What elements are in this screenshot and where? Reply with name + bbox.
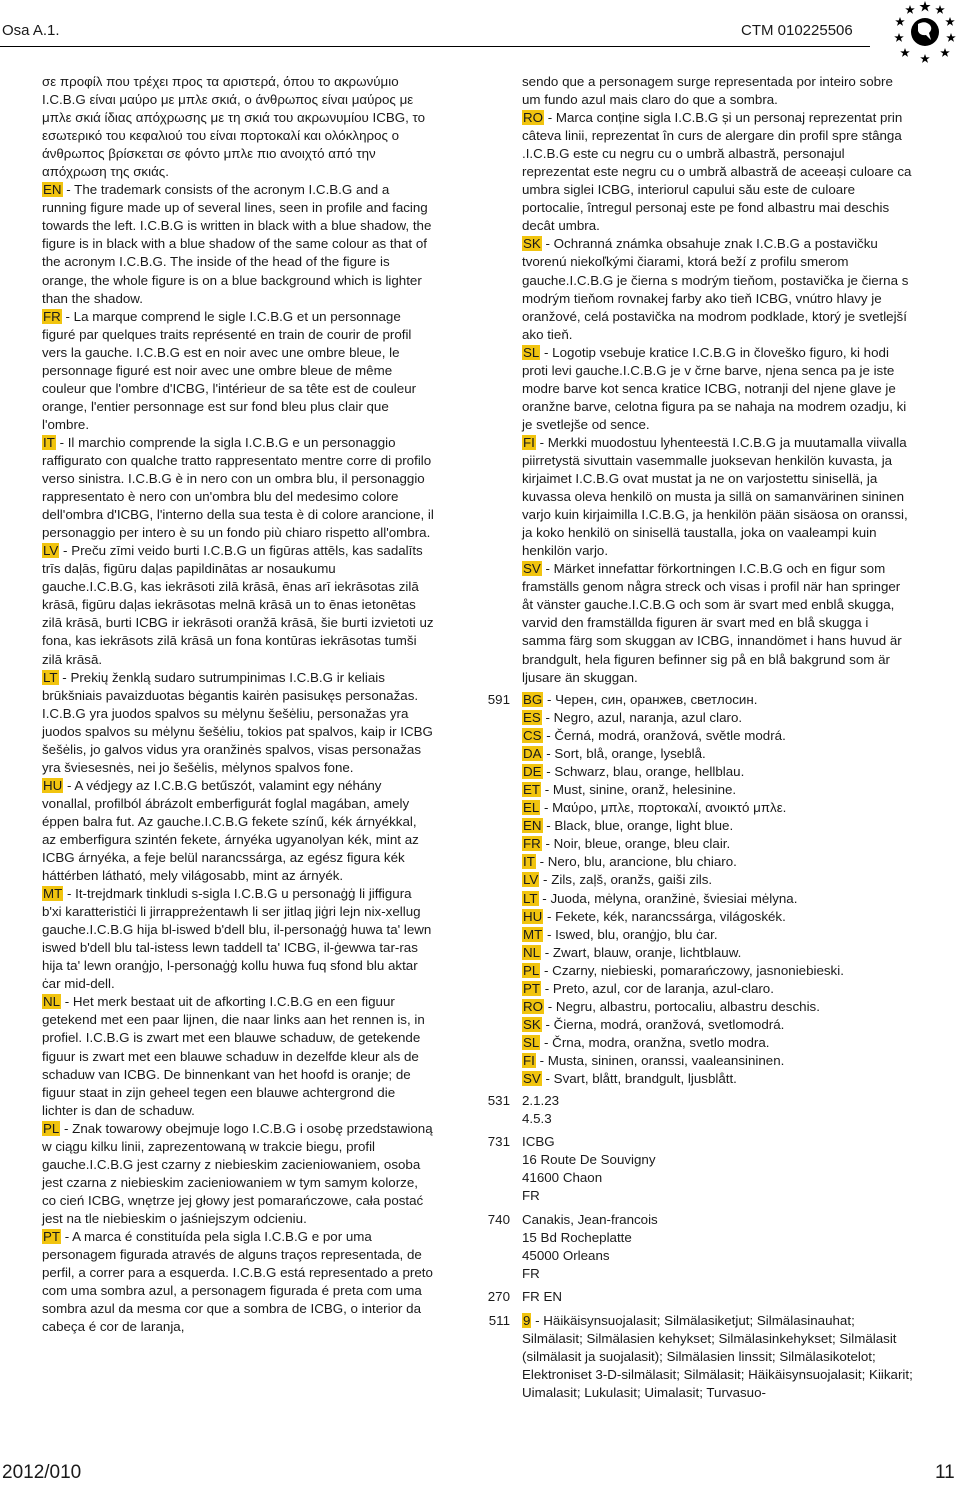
lang-tag: LT <box>523 890 538 906</box>
applicant-line: 41600 Chaon <box>522 1170 603 1186</box>
left-para-nl <box>42 993 434 1119</box>
colour-list <box>522 691 914 1088</box>
lang-tag: ES <box>523 710 541 726</box>
applicant-block <box>522 1133 914 1205</box>
para-text: - A védjegy az I.C.B.G betűszót, valamint egy néhány vonallal, profilból ábrázolt emberfigurát foglal magában, amely éppen balra fut. Az gauche.I.C.B.G fekete színű, kék árnyékkal, az emberfigura szintén fekete, árnyéka ugyanolyan kék, mint az ICBG árnyéka, a feje belül narancssárga, az egész figura kék háttérben látható, mely világosabb, mint az árnyék. <box>42 777 419 884</box>
field-number-731: 731 <box>487 1134 510 1149</box>
lang-tag: EN <box>523 818 542 834</box>
lang-tag: MT <box>523 926 543 942</box>
colour-entry <box>522 781 914 799</box>
section-label: Osa A.1. <box>2 22 60 39</box>
colour-entry <box>522 980 914 998</box>
para-text: sendo que a personagem surge representada por inteiro sobre um fundo azul mais claro do que a sombra. <box>522 74 893 108</box>
classification-line: 2.1.23 <box>522 1093 560 1108</box>
left-para-en <box>42 181 434 307</box>
lang-tag: PL <box>523 962 540 978</box>
lang-tag: LT <box>43 669 58 685</box>
eu-stars-emblem-icon <box>893 0 957 64</box>
entry-text: - Negro, azul, naranja, azul claro. <box>541 710 743 726</box>
colour-entry <box>522 926 914 944</box>
entry-text: - Zils, zaļš, oranžs, gaiši zils. <box>539 872 713 888</box>
para-text: - La marque comprend le sigle I.C.B.G et un personnage figuré par quelques traits représenté en train de courir de profil vers la gauche. I.C.B.G est en noir avec une ombre bleue, le personnage figuré est noir avec une ombre bleue de même couleur que l'ombre d'ICBG, l'intérieur de sa tête est de couleur orange, l'entier personnage est sur fond bleu plus clair que l'ombre. <box>42 308 417 432</box>
left-para-0 <box>42 73 434 181</box>
representative-block <box>522 1211 914 1283</box>
left-para-it <box>42 434 434 542</box>
lang-tag: LV <box>523 872 539 888</box>
lang-tag: PL <box>43 1120 60 1136</box>
vienna-classification <box>522 1092 914 1128</box>
lang-tag: DE <box>523 764 542 780</box>
lang-tag: HU <box>43 777 63 793</box>
lang-tag: SL <box>523 1034 540 1050</box>
colour-entry <box>522 908 914 926</box>
entry-text: - Musta, sininen, oranssi, vaaleansininen. <box>535 1052 785 1068</box>
lang-tag: CS <box>523 728 542 744</box>
colour-entry <box>522 962 914 980</box>
lang-tag: FI <box>523 434 535 450</box>
right-column <box>522 73 914 687</box>
entry-text: - Zwart, blauw, oranje, lichtblauw. <box>541 944 742 960</box>
lang-tag: SK <box>523 1016 541 1032</box>
colour-entry <box>522 1052 914 1070</box>
goods-block <box>522 1312 914 1402</box>
colour-entry <box>522 1034 914 1052</box>
para-text: - A marca é constituída pela sigla I.C.B.G e por uma personagem figurada através de alguns traços representada, de perfil, a correr para a esquerda. I.C.B.G está representado a preto com uma sombra azul, a personagem figurada é preta com uma sombra azul da mesma cor que a sombra de ICBG, o interior da cabeça é cor de laranja, <box>42 1229 433 1335</box>
entry-text: - Černá, modrá, oranžová, světle modrá. <box>542 728 786 744</box>
applicant-line: ICBG <box>522 1134 555 1149</box>
lang-tag: EN <box>43 182 62 198</box>
class-tag: 9 <box>523 1313 531 1328</box>
colour-entry <box>522 890 914 908</box>
languages-block <box>522 1288 914 1306</box>
right-para-sl <box>522 344 914 434</box>
para-text: - Het merk bestaat uit de afkorting I.C.B.G en een figuur getekend met een paar lijnen, die naar links aan het rennen is, in profiel. I.C.B.G is zwart met een blauwe schaduw, de getekende figuur is zwart met een blauwe schaduw in dezelfde kleur als de schaduw van ICBG. De binnenkant van het hoofd is oranje; de figuur staat in zijn geheel tegen een blauwe achtergrond die lichter is dan de schaduw. <box>42 994 425 1118</box>
left-para-lv <box>42 542 434 668</box>
lang-tag: SK <box>523 236 541 252</box>
entry-text: - Sort, blå, orange, lyseblå. <box>542 746 706 762</box>
classification-line: 4.5.3 <box>522 1111 552 1127</box>
para-text: - Prekių ženklą sudaro sutrumpinimas I.C.B.G ir keliais brūkšniais pavaizduotas bėgantis kairėn pasisukęs personažas. I.C.B.G yra juodos spalvos su mėlynu šešėliu, personažas yra juodos spalvos su mėlynu šešėliu, tokios pat spalvos, kaip ir ICBG šešėlis, jo galvos vidus yra oranžinės spalvos, visas personažas yra šviesesnės, nei jo šešėlis, mėlynos spalvos fone. <box>42 669 433 775</box>
lang-tag: NL <box>43 994 61 1010</box>
para-text: - Merkki muodostuu lyhenteestä I.C.B.G ja muutamalla viivalla piirretystä sivuttain vasemmalle juoksevan henkilön kuvasta, ja kirjaimet I.C.B.G ovat mustat ja ne on varjostettu sinisellä, ja kuvassa oleva henkilö on musta ja sillä on samanvärinen sininen varjo kuin kirjaimilla I.C.B.G, ja henkilön pään sisäosa on oranssi, ja koko henkilö on sinisellä taustalla, joka on vaaleampi kuin henkilön varjo. <box>522 434 908 559</box>
field-number-270: 270 <box>487 1289 510 1304</box>
colour-entry <box>522 944 914 962</box>
goods-entry <box>522 1312 914 1402</box>
entry-text: - Negru, albastru, portocaliu, albastru deschis. <box>544 998 820 1014</box>
para-text: - Znak towarowy obejmuje logo I.C.B.G i osobę przedstawioną w ciągu kilku linii, zaprezentowaną w trakcie biegu, profil gauche.I.C.B.G jest czarny z niebieskim zacieniowaniem, osoba jest czarna z niebieskim zacieniowaniem w tym samym kolorze, co cień ICBG, wnętrze jej głowy jest pomarańczowe, cała postać jest na tle niebieskim o jaśniejszym odcieniu. <box>42 1120 433 1226</box>
lang-tag: SL <box>523 344 540 360</box>
colour-entry <box>522 1016 914 1034</box>
entry-text: - Czarny, niebieski, pomarańczowy, jasnoniebieski. <box>540 962 844 978</box>
colour-entry <box>522 745 914 763</box>
representative-line: 15 Bd Rocheplatte <box>522 1230 632 1246</box>
header-rule <box>0 46 870 47</box>
colour-entry <box>522 727 914 745</box>
lang-tag: LV <box>43 543 59 559</box>
entry-text: - Schwarz, blau, orange, hellblau. <box>542 764 745 780</box>
field-number-591: 591 <box>487 692 510 707</box>
lang-tag: RO <box>523 110 544 126</box>
colour-entry <box>522 817 914 835</box>
applicant-line: FR <box>522 1188 540 1204</box>
lang-tag: NL <box>523 944 541 960</box>
lang-tag: FR <box>43 308 61 324</box>
colour-entry <box>522 691 914 709</box>
lang-tag: BG <box>523 692 543 707</box>
para-text: - Logotip vsebuje kratice I.C.B.G in človeško figuro, ki hodi proti levi gauche.I.C.B.G je v črne barve, njena senca pa je iste modre barve kot senca kratice ICBG, notranji del njene glave je oranžne barve, celotna figura pa se nahaja na modrem ozadju, ki je svetlejše od sence. <box>522 344 907 432</box>
right-para-0 <box>522 73 914 109</box>
entry-text: - Svart, blått, brandgult, ljusblått. <box>541 1070 737 1086</box>
left-para-hu <box>42 777 434 885</box>
representative-line: 45000 Orleans <box>522 1248 610 1264</box>
left-para-fr <box>42 308 434 434</box>
left-para-mt <box>42 885 434 993</box>
right-para-ro <box>522 109 914 235</box>
entry-text: - Черен, син, оранжев, светлосин. <box>543 692 758 707</box>
para-text: - Il marchio comprende la sigla I.C.B.G e un personaggio raffigurato con qualche tratto rappresentato mentre corre di profilo verso sinistra. I.C.B.G è in nero con un ombra blu, il personaggio rappresentato è nero con un'ombra blu del medesimo colore dell'ombra d'ICBG, l'interno della sua testa è di colore arancione, il personaggio per intero è su un fondo più chiaro rispetto all'ombra. <box>42 434 434 541</box>
lang-tag: FI <box>523 1052 535 1068</box>
lang-tag: SV <box>523 561 541 577</box>
languages-line: FR EN <box>522 1289 563 1304</box>
lang-tag: HU <box>523 908 543 924</box>
lang-tag: ET <box>523 782 541 798</box>
entry-text: - Μαύρο, μπλε, πορτοκαλί, ανοικτό μπλε. <box>540 800 787 816</box>
entry-text: - Iswed, blu, oranġjo, blu ċar. <box>543 926 718 942</box>
left-para-lt <box>42 669 434 777</box>
ctm-number: CTM 010225506 <box>741 22 853 39</box>
colour-entry <box>522 853 914 871</box>
field-number-740: 740 <box>487 1212 510 1227</box>
para-text: - Märket innefattar förkortningen I.C.B.G och en figur som framställs genom några streck och visas i profil när han springer åt vänster gauche.I.C.B.G och som är svart med enblå skugga, varvid den framställda figuren är svart med en blå skugga i samma färg som skuggan av ICBG, innandömet i hans huvud är brandgult, hela figuren befinner sig på en blå bakgrund som är ljusare än skuggan. <box>522 561 902 685</box>
entry-text: - Noir, bleue, orange, bleu clair. <box>541 836 731 852</box>
para-text: - Ochranná známka obsahuje znak I.C.B.G a postavičku tvorenú niekoľkými čiarami, ktorá beží z profilu smerom gauche.I.C.B.G je čierna s modrým tieňom, postavička je čierna s modrým tieňom rovnakej farby ako tieň ICBG, vnútro hlavy je oranžové, celá postavička na modrom podklade, ktorý je svetlejší ako tieň. <box>522 236 909 342</box>
left-column <box>42 73 434 1336</box>
entry-text: - Fekete, kék, narancssárga, világoskék. <box>543 908 786 924</box>
lang-tag: PT <box>523 980 541 996</box>
para-text: - It-trejdmark tinkludi s-sigla I.C.B.G u personaġġ li jiffigura b'xi karatteristiċi li jirrappreżentawh li ser jitlaq jiġri lejn nix-xellug gauche.I.C.B.G hija bl-iswed b'dell blu, il-personaġġ huwa ta' lewn iswed b'dell blu tal-istess lewn taddell ta' ICBG, il-ġewwa tar-ras hija ta' lewn oranġjo, l-personaġġ kollu huwa fuq sfond blu aktar ċar mid-dell. <box>42 886 432 992</box>
lang-tag: DA <box>523 746 542 762</box>
right-para-sv <box>522 560 914 686</box>
lang-tag: MT <box>43 886 63 902</box>
lang-tag: RO <box>523 998 544 1014</box>
issue-number: 2012/010 <box>2 1462 82 1483</box>
right-para-fi <box>522 434 914 560</box>
entry-text: - Črna, modra, oranžna, svetlo modra. <box>540 1034 770 1050</box>
colour-entry <box>522 1070 914 1088</box>
colour-entry <box>522 835 914 853</box>
left-para-pt <box>42 1228 434 1336</box>
colour-entry <box>522 763 914 781</box>
lang-tag: FR <box>523 836 541 852</box>
applicant-line: 16 Route De Souvigny <box>522 1152 656 1168</box>
colour-entry <box>522 709 914 727</box>
colour-entry <box>522 799 914 817</box>
para-text: - Marca conține sigla I.C.B.G și un personaj reprezentat prin câteva linii, reprezentat în curs de alergare din profil spre stânga .I.C.B.G este cu negru cu o umbră albastră, personajul reprezentat este negru cu o umbră albastră de aceeași culoare ca umbra siglei ICBG, interiorul capului său este de culoare portocalie, întregul personaj este pe fond albastru mai deschis decât umbra. <box>522 110 912 234</box>
goods-text: - Häikäisynsuojalasit; Silmälasiketjut; Silmälasinauhat; Silmälasit; Silmälasien kehykset; Silmälasinkehykset; Silmälasit (silmälasit ja suojalasit); Silmälasien linssit; Silmälasikotelot; Elektroniset 3-D-silmälasit; Silmälasit; Häikäisynsuojalasit; Kiikarit; Uimalasit; Lukulasit; Uimalasit; Turvasuo- <box>522 1313 913 1401</box>
colour-entry <box>522 998 914 1016</box>
lang-tag: IT <box>43 434 55 450</box>
para-text: σε προφίλ που τρέχει προς τα αριστερά, όπου το ακρωνύμιο I.C.B.G είναι μαύρο με μπλε σκιά, ο άνθρωπος είναι μαύρος με μπλε σκιά ίδιας απόχρωσης με τη σκιά του ακρωνυμίου ICBG, το εσωτερικό του κεφαλιού του είναι πορτοκαλί και ολόκληρος ο άνθρωπος βρίσκεται σε φόντο μπλε πιο ανοιχτό από την απόχρωση της σκιάς. <box>42 74 426 180</box>
entry-text: - Juoda, mėlyna, oranžinė, šviesiai mėlyna. <box>538 890 798 906</box>
entry-text: - Preto, azul, cor de laranja, azul-claro. <box>541 980 774 996</box>
entry-text: - Must, sinine, oranž, helesinine. <box>541 782 737 798</box>
lang-tag: IT <box>523 854 535 870</box>
para-text: - The trademark consists of the acronym I.C.B.G and a running figure made up of several lines, seen in profile and facing towards the left. I.C.B.G is written in black with a blue shadow, the figure is in black with a blue shadow of the same colour as that of the acronym I.C.B.G. The inside of the head of the figure is orange, the whole figure is on a blue background which is lighter than the shadow. <box>42 182 432 306</box>
field-number-531: 531 <box>487 1093 510 1108</box>
para-text: - Preču zīmi veido burti I.C.B.G un figūras attēls, kas sadalīts trīs daļās, figūru daļas papildinātas ar nosaukumu gauche.I.C.B.G, kas iekrāsoti zilā krāsā, ēnas arī iekrāsotas zilā krāsā, figūru daļas iekrāsotas melnā krāsā un to ēnas ietonētas zilā krāsā, burti ICBG ir iekrāsoti oranžā krāsā, šie burti izvietoti uz fona, kas iekrāsots zilā krāsā un fona kontūras iekrāsotas tumši zilā krāsā. <box>42 543 434 667</box>
entry-text: - Black, blue, orange, light blue. <box>542 818 734 834</box>
lang-tag: PT <box>43 1229 61 1244</box>
representative-line: FR <box>522 1266 540 1282</box>
lang-tag: SV <box>523 1070 541 1086</box>
left-para-pl <box>42 1120 434 1228</box>
entry-text: - Nero, blu, arancione, blu chiaro. <box>535 854 737 870</box>
field-number-511: 511 <box>488 1313 510 1328</box>
colour-entry <box>522 871 914 889</box>
right-para-sk <box>522 235 914 343</box>
lang-tag: EL <box>523 800 540 816</box>
page-number: 11 <box>935 1462 955 1483</box>
entry-text: - Čierna, modrá, oranžová, svetlomodrá. <box>541 1016 785 1032</box>
representative-line: Canakis, Jean-francois <box>522 1212 658 1227</box>
